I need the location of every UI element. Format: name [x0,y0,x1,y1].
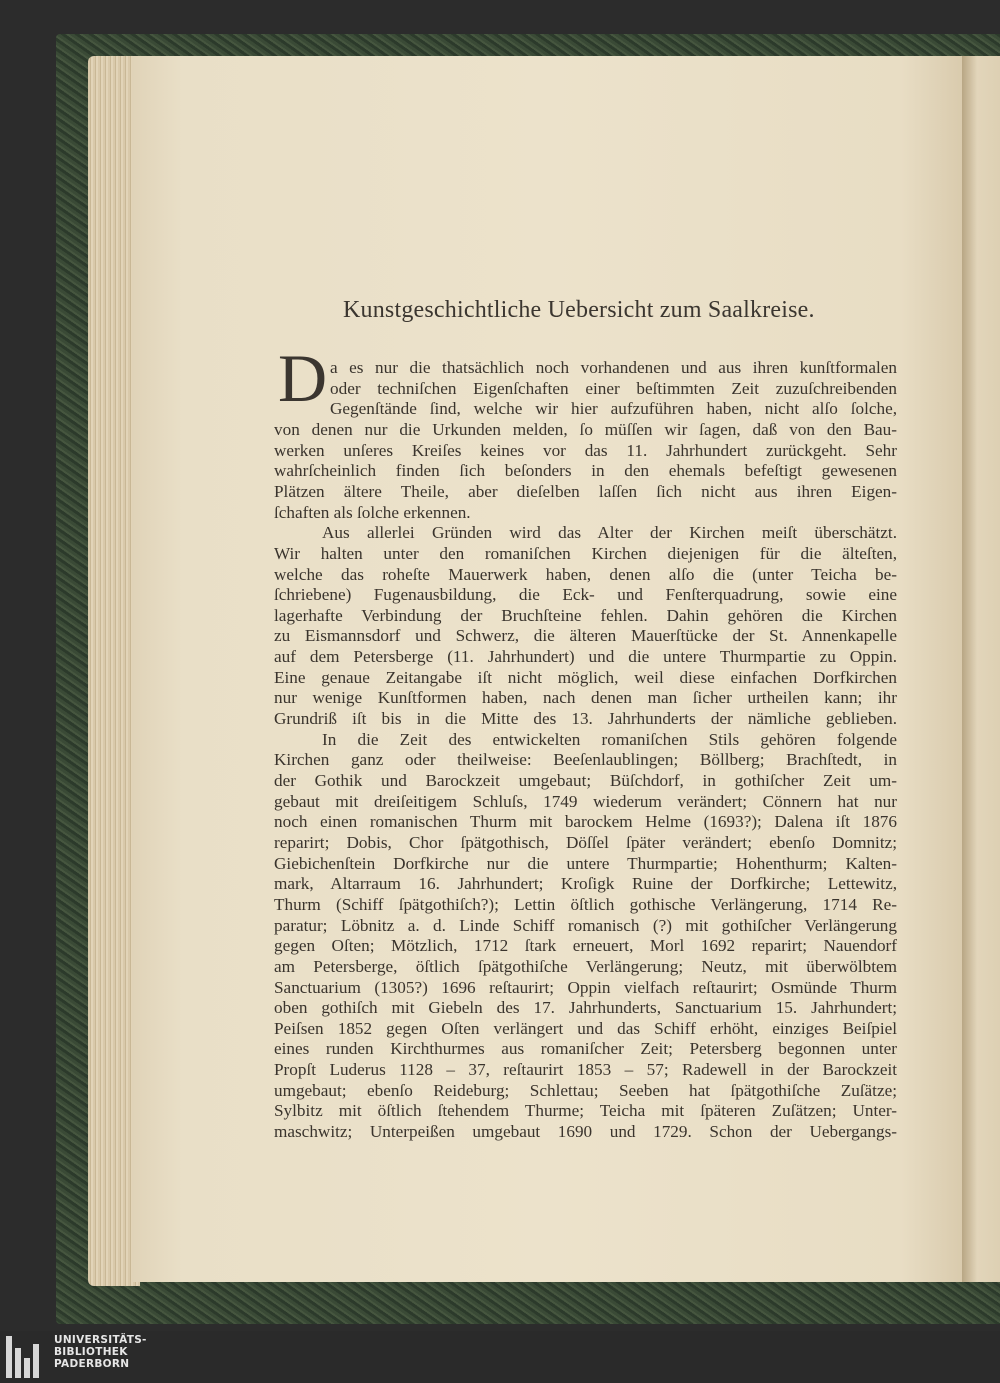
text-line: Sanctuarium (1305?) 1696 reſtaurirt; Oppin vielfach reſtaurirt; Osmünde Thurm [274,977,897,997]
library-logo-text [54,1334,147,1370]
text-line: lagerhafte Verbindung der Bruchſteine fehlen. Dahin gehören die Kirchen [274,605,897,625]
text-line: paratur; Löbnitz a. d. Linde Schiff romanisch (?) mit gothiſcher Verlängerung [274,915,897,935]
library-logo-icon [6,1336,46,1378]
text-line: Grundriß iſt bis in die Mitte des 13. Jahrhunderts der nämliche geblieben. [274,709,897,729]
text-line: am Petersberge, öſtlich ſpätgothiſche Verlängerung; Neutz, mit überwölbtem [274,956,897,976]
text-line: eines runden Kirchthurmes aus romaniſcher Zeit; Petersberg begonnen unter [274,1039,897,1059]
text-line: Thurm (Schiff ſpätgothiſch?); Lettin öſtlich gothische Verlängerung, 1714 Re- [274,894,897,914]
drop-cap: D [278,340,328,416]
text-line: wahrſcheinlich finden ſich beſonders in den ehemals befeſtigt gewesenen [274,461,897,481]
text-line: In die Zeit des entwickelten romaniſchen Stils gehören folgende [322,729,897,749]
text-line: a es nur die thatsächlich noch vorhandenen und aus ihren kunſtformalen [330,358,897,377]
text-line: Aus allerlei Gründen wird das Alter der Kirchen meiſt überschätzt. [322,523,897,543]
text-line: nur wenige Kunſtformen haben, nach denen man ſicher urtheilen kann; ihr [274,688,897,708]
text-line: zu Eismannsdorf und Schwerz, die älteren Mauerſtücke der St. Annenkapelle [274,626,897,646]
text-line: Plätzen ältere Theile, aber dieſelben laſſen ſich nicht aus ihren Eigen- [274,481,897,501]
logo-line: PADERBORN [54,1358,130,1370]
logo-line: UNIVERSITÄTS- [54,1334,147,1346]
text-line: gegen Oſten; Mötzlich, 1712 ſtark erneuert, Morl 1692 reparirt; Nauendorf [274,936,897,956]
text-line: der Gothik und Barockzeit umgebaut; Büſchdorf, in gothiſcher Zeit um- [274,771,897,790]
text-line: noch einen romanischen Thurm mit barockem Helme (1693?); Dalena iſt 1876 [274,812,897,832]
text-line: Propſt Luderus 1128 – 37, reſtaurirt 1853 – 57; Radewell in der Barockzeit [274,1060,897,1080]
text-line: Giebichenſtein Dorfkirche nur die untere Thurmpartie; Hohenthurm; Kalten- [274,853,897,873]
text-line: Eine genaue Zeitangabe iſt nicht möglich, weil diese einfachen Dorfkirchen [274,667,897,687]
text-line: gebaut mit dreiſeitigem Schluſs, 1749 wiederum verändert; Cönnern hat nur [274,791,897,811]
text-line: ſchaften als ſolche erkennen. [274,502,471,522]
text-line: reparirt; Dobis, Chor ſpätgothisch, Döſſel ſpäter verändert; ebenſo Domnitz; [274,832,897,852]
text-line: welche das roheſte Mauerwerk haben, denen alſo die (unter Teicha be- [274,564,897,584]
page-heading: Kunstgeschichtliche Uebersicht zum Saalkreise. [343,297,815,323]
text-line: von denen nur die Urkunden melden, ſo müſſen wir ſagen, daß von den Bau- [274,419,897,439]
logo-line: BIBLIOTHEK [54,1346,128,1358]
text-line: oben gothiſch mit Giebeln des 17. Jahrhunderts, Sanctuarium 15. Jahrhundert; [274,998,897,1018]
text-line: ſchriebene) Fugenausbildung, die Eck- und Fenſterquadrung, sowie eine [274,585,897,605]
text-line: Gegenſtände ſind, welche wir hier aufzuführen haben, nicht alſo ſolche, [330,399,897,419]
text-line: Kirchen ganz oder theilweise: Beeſenlaublingen; Böllberg; Brachſtedt, in [274,750,897,770]
facing-page-edge [962,56,1000,1282]
text-line: Peiſsen 1852 gegen Oſten verlängert und das Schiff erhöht, einziges Beiſpiel [274,1018,897,1038]
text-line: auf dem Petersberge (11. Jahrhundert) und die untere Thurmpartie zu Oppin. [274,647,897,667]
text-line: oder techniſchen Eigenſchaften einer beſtimmten Zeit zuzuſchreibenden [330,378,897,398]
text-line: Wir halten unter den romaniſchen Kirchen diejenigen für die älteſten, [274,543,897,563]
text-line: Sylbitz mit öſtlich ſtehendem Thurme; Teicha mit ſpäteren Zuſätzen; Unter- [274,1101,897,1121]
text-line: maschwitz; Unterpeißen umgebaut 1690 und 1729. Schon der Uebergangs- [274,1122,897,1142]
text-line: umgebaut; ebenſo Reideburg; Schlettau; Seeben hat ſpätgothiſche Zuſätze; [274,1080,897,1100]
text-line: mark, Altarraum 16. Jahrhundert; Kroſigk Ruine der Dorfkirche; Lettewitz, [274,874,897,894]
footer-bar [0,1331,1000,1383]
text-line: werken unſeres Kreiſes keines vor das 11. Jahrhundert zurückgeht. Sehr [274,440,897,460]
